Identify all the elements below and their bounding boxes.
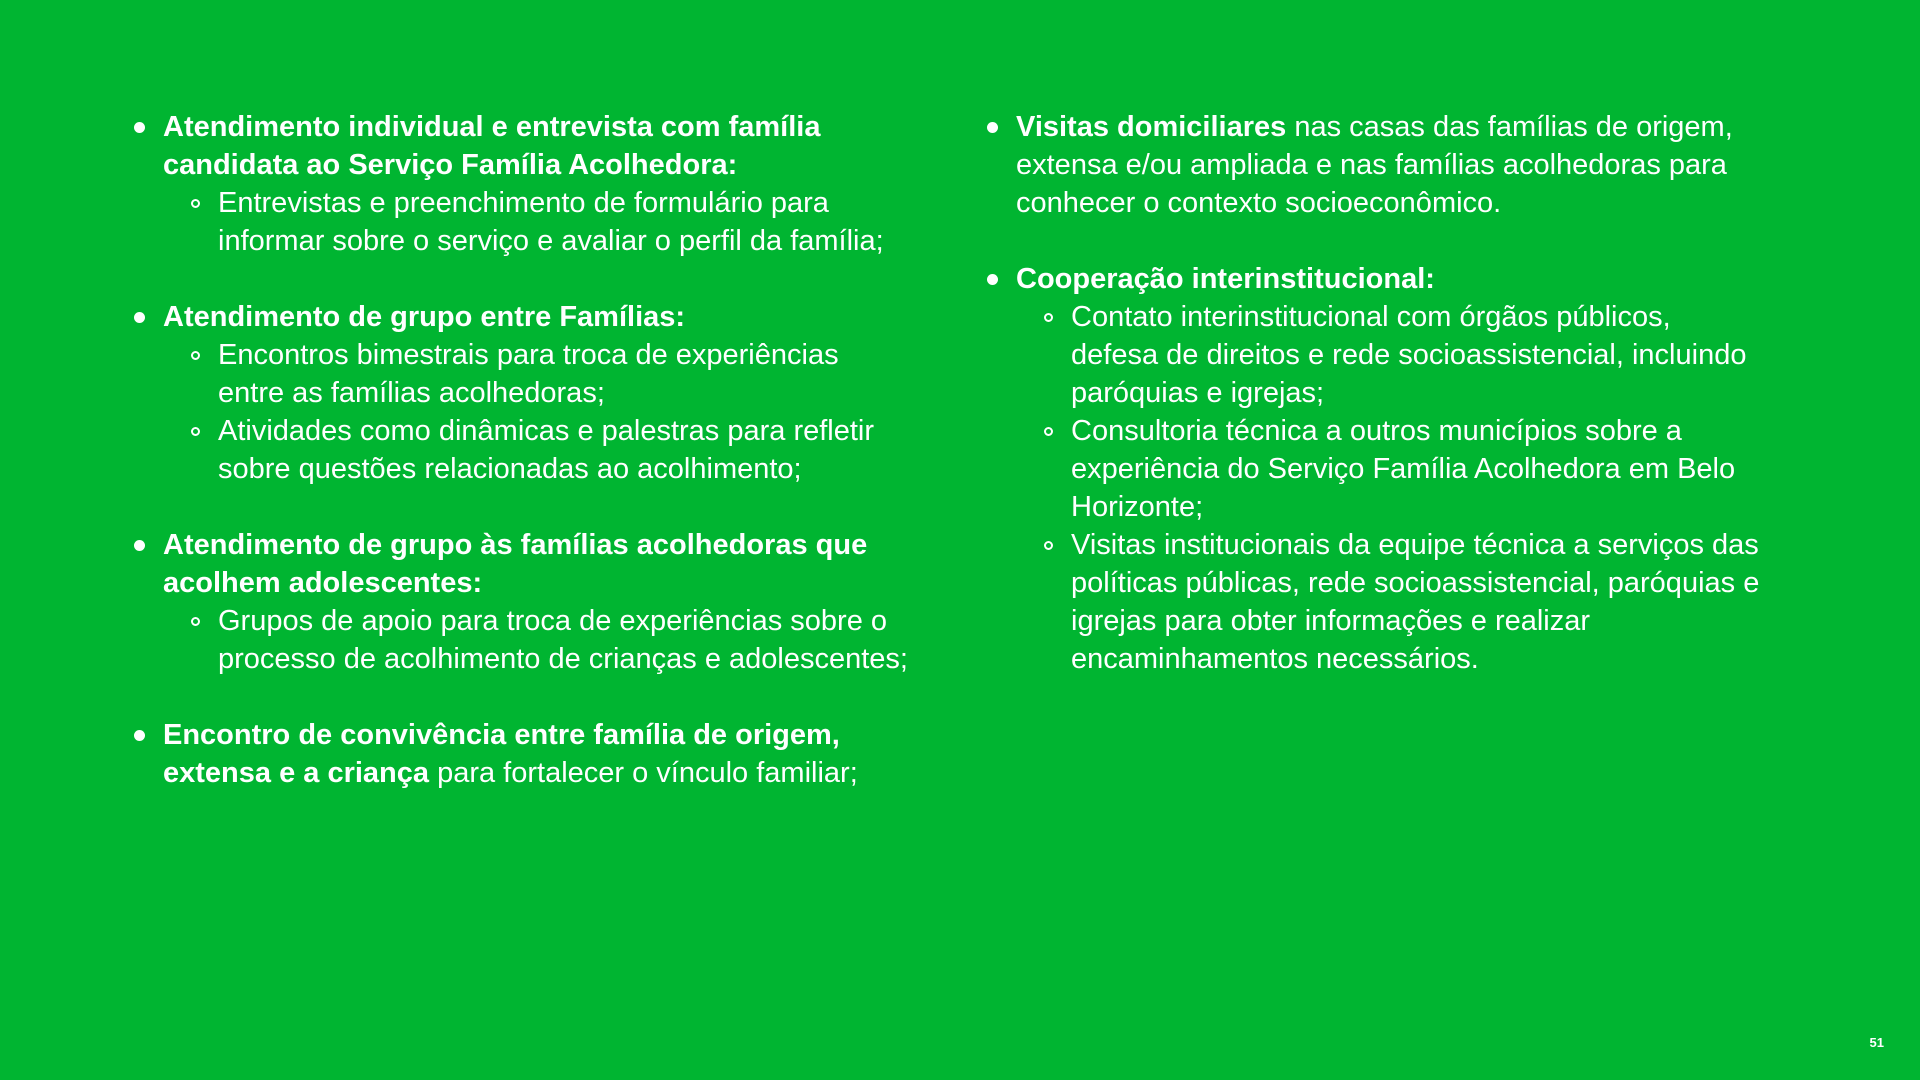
sub-list-item-text: Contato interinstitucional com órgãos públicos, defesa de direitos e rede socioassistencial, incluindo paróquias e igrejas; [1071, 301, 1747, 409]
sub-list-item-text: Encontros bimestrais para troca de experiências entre as famílias acolhedoras; [218, 339, 839, 409]
circle-bullet-icon [1044, 313, 1053, 322]
bullet-heading [163, 526, 910, 602]
bullet-heading-bold: Visitas domiciliares [1016, 111, 1287, 143]
bullet-item [983, 108, 1763, 222]
bullet-dot-icon [134, 730, 145, 741]
left-column [130, 108, 910, 830]
right-column [983, 108, 1763, 716]
sub-list-item [218, 412, 910, 488]
sub-list-item [1071, 298, 1763, 412]
sub-list-item-text: Visitas institucionais da equipe técnica a serviços das políticas públicas, rede socioassistencial, paróquias e igrejas para obter informações e realizar encaminhamentos necessários. [1071, 529, 1760, 675]
bullet-dot-icon [134, 312, 145, 323]
bullet-dot-icon [987, 122, 998, 133]
bullet-heading-bold: Atendimento de grupo às famílias acolhedoras que acolhem adolescentes: [163, 529, 868, 599]
bullet-item [130, 298, 910, 488]
bullet-heading [163, 716, 910, 792]
bullet-item [983, 260, 1763, 678]
sub-list-item [218, 184, 910, 260]
sub-list [163, 184, 910, 260]
sub-list-item [1071, 526, 1763, 678]
sub-list-item-text: Grupos de apoio para troca de experiências sobre o processo de acolhimento de crianças e adolescentes; [218, 605, 908, 675]
circle-bullet-icon [191, 199, 200, 208]
bullet-heading-bold: Cooperação interinstitucional: [1016, 263, 1435, 295]
circle-bullet-icon [1044, 541, 1053, 550]
bullet-dot-icon [134, 122, 145, 133]
sub-list [163, 336, 910, 488]
bullet-dot-icon [987, 274, 998, 285]
bullet-heading [1016, 108, 1763, 222]
sub-list-item-text: Atividades como dinâmicas e palestras para refletir sobre questões relacionadas ao acolhimento; [218, 415, 875, 485]
circle-bullet-icon [1044, 427, 1053, 436]
bullet-heading [163, 298, 910, 336]
sub-list [1016, 298, 1763, 678]
circle-bullet-icon [191, 351, 200, 360]
sub-list [163, 602, 910, 678]
bullet-item [130, 526, 910, 678]
circle-bullet-icon [191, 617, 200, 626]
bullet-dot-icon [134, 540, 145, 551]
bullet-heading-rest: para fortalecer o vínculo familiar; [429, 757, 858, 789]
bullet-heading-bold: Encontro de convivência entre família de origem, extensa e a criança [163, 719, 840, 789]
sub-list-item-text: Consultoria técnica a outros municípios sobre a experiência do Serviço Família Acolhedora em Belo Horizonte; [1071, 415, 1736, 523]
circle-bullet-icon [191, 427, 200, 436]
bullet-heading [163, 108, 910, 184]
sub-list-item-text: Entrevistas e preenchimento de formulário para informar sobre o serviço e avaliar o perfil da família; [218, 187, 884, 257]
sub-list-item [218, 336, 910, 412]
bullet-heading-bold: Atendimento de grupo entre Famílias: [163, 301, 686, 333]
bullet-heading [1016, 260, 1763, 298]
bullet-heading-bold: Atendimento individual e entrevista com família candidata ao Serviço Família Acolhedora: [163, 111, 821, 181]
bullet-heading-rest: nas casas das famílias de origem, extensa e/ou ampliada e nas famílias acolhedoras para conhecer o contexto socioeconômico. [1016, 111, 1733, 219]
sub-list-item [218, 602, 910, 678]
sub-list-item [1071, 412, 1763, 526]
bullet-item [130, 716, 910, 792]
page-number: 51 [1869, 1035, 1884, 1050]
bullet-item [130, 108, 910, 260]
